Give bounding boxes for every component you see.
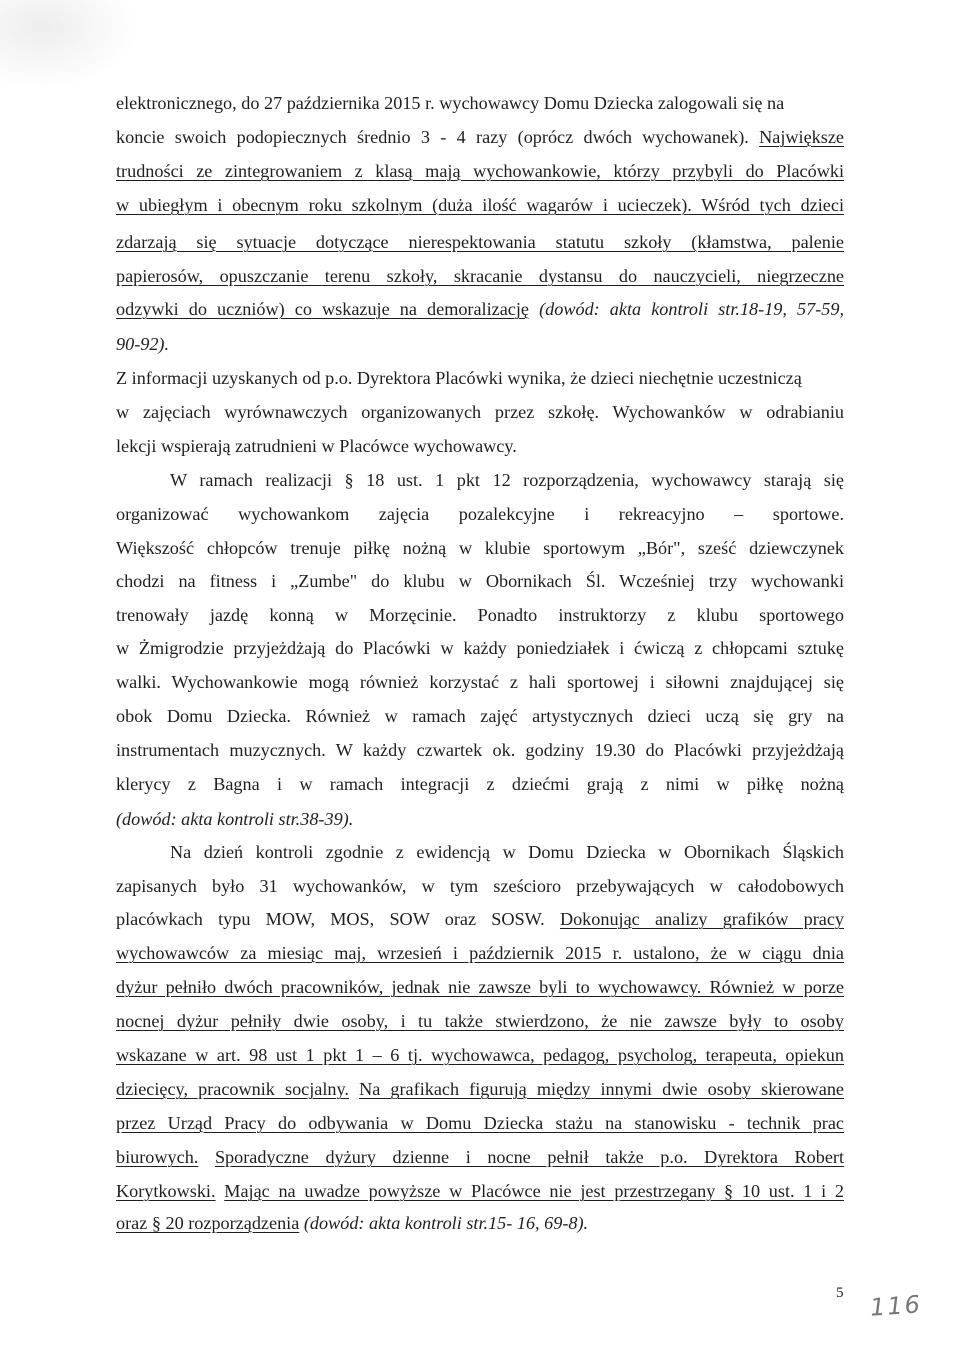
text-line	[116, 537, 844, 559]
text-line	[170, 469, 844, 491]
text-line	[116, 671, 844, 693]
line-text: Wśród tych dzieci	[691, 195, 845, 215]
line-text: w zajęciach wyrównawczych organizowanych przez szkołę. Wychowanków w odrabianiu	[116, 402, 844, 422]
text-line	[116, 908, 844, 930]
citation-text: (dowód: akta kontroli str.18-19, 57-59,	[529, 299, 844, 319]
text-line	[116, 942, 844, 964]
line-text: lekcji wspierają zatrudnieni w Placówce wychowawcy.	[116, 436, 517, 456]
line-text	[216, 1181, 225, 1201]
line-text: dziecięcy, pracownik socjalny.	[116, 1079, 349, 1099]
line-text: instrumentach muzycznych. W każdy czwartek ok. godziny 19.30 do Placówki przyjeżdżają	[116, 740, 844, 760]
line-text: obok Domu Dziecka. Również w ramach zajęć artystycznych dzieci uczą się gry na	[116, 706, 844, 726]
line-text: przez Urząd Pracy do odbywania w Domu Dziecka stażu na stanowisku - technik prac	[116, 1113, 844, 1133]
line-text: dyżur pełniło dwóch pracowników, jednak nie zawsze byli to wychowawcy. Również w porze	[116, 977, 844, 997]
text-line	[116, 1112, 844, 1134]
text-line	[116, 875, 844, 897]
text-line	[116, 194, 844, 216]
line-text: placówkach typu MOW, MOS, SOW oraz SOSW.	[116, 909, 560, 929]
line-text: zapisanych było 31 wychowanków, w tym sześcioro przebywających w całodobowych	[116, 876, 844, 896]
line-text: oraz § 20 rozporządzenia	[116, 1213, 300, 1233]
line-text: papierosów, opuszczanie terenu szkoły, skracanie dystansu do nauczycieli, niegrzeczne	[116, 266, 844, 286]
line-text: w Żmigrodzie przyjeżdżają do Placówki w każdy poniedziałek i ćwiczą z chłopcami sztukę	[116, 638, 844, 658]
text-line	[116, 401, 844, 423]
line-text: odzywki do uczniów) co wskazuje na demoralizację	[116, 299, 530, 319]
line-text: elektronicznego, do 27 października 2015 r. wychowawcy Domu Dziecka zalogowali się na	[116, 93, 785, 113]
text-line	[116, 739, 844, 761]
line-text: Największe	[759, 127, 844, 147]
text-line	[116, 1044, 844, 1066]
text-line	[116, 1146, 844, 1168]
text-line	[116, 604, 844, 626]
line-text: Na grafikach figurują między innymi dwie osoby skierowane	[359, 1079, 844, 1099]
text-line	[116, 773, 844, 795]
line-text	[198, 1147, 215, 1167]
text-line	[116, 298, 844, 320]
line-text: wskazane w art. 98 ust 1 pkt 1 – 6 tj. wychowawca, pedagog, psycholog, terapeuta, opiekun	[116, 1045, 844, 1065]
text-line	[116, 1212, 844, 1234]
line-text: Większość chłopców trenuje piłkę nożną w klubie sportowym „Bór", sześć dziewczynek	[116, 538, 844, 558]
text-line	[116, 1078, 844, 1100]
line-text: organizować wychowankom zajęcia pozalekcyjne i rekreacyjno – sportowe.	[116, 504, 844, 524]
line-text: Z informacji uzyskanych od p.o. Dyrektora Placówki wynika, że dzieci niechętnie uczestniczą	[116, 368, 802, 388]
text-line	[116, 92, 844, 114]
text-line	[116, 637, 844, 659]
line-text: biurowych.	[116, 1147, 199, 1167]
line-text: klerycy z Bagna i w ramach integracji z dziećmi grają z nimi w piłkę nożną	[116, 774, 844, 794]
line-text: Dokonując analizy grafików pracy	[559, 909, 844, 929]
line-text: w ubiegłym i obecnym roku szkolnym (duża ilość wagarów i ucieczek).	[116, 195, 692, 215]
text-line	[116, 333, 844, 355]
text-line	[116, 126, 844, 148]
text-line	[116, 435, 844, 457]
text-line	[116, 976, 844, 998]
text-line	[116, 570, 844, 592]
text-line	[116, 503, 844, 525]
text-line	[116, 367, 844, 389]
text-line	[116, 265, 844, 287]
line-text: Korytkowski.	[116, 1181, 216, 1201]
line-text: W ramach realizacji § 18 ust. 1 pkt 12 rozporządzenia, wychowawcy starają się	[170, 470, 844, 490]
handwritten-page-number: 116	[869, 1290, 923, 1322]
text-line	[170, 841, 844, 863]
text-line	[116, 1180, 844, 1202]
line-text: trenowały jazdę konną w Morzęcinie. Ponadto instruktorzy z klubu sportowego	[116, 605, 844, 625]
text-line	[116, 1010, 844, 1032]
line-text: chodzi na fitness i „Zumbe" do klubu w Obornikach Śl. Wcześniej trzy wychowanki	[116, 571, 844, 591]
line-text: Sporadyczne dyżury dzienne i nocne pełnił także p.o. Dyrektora Robert	[214, 1147, 844, 1167]
citation-text: (dowód: akta kontroli str.15- 16, 69-8).	[299, 1213, 589, 1233]
line-text: walki. Wychowankowie mogą również korzystać z hali sportowej i siłowni znajdującej się	[116, 672, 844, 692]
text-line	[116, 705, 844, 727]
text-line	[116, 808, 844, 830]
page-number: 5	[836, 1285, 844, 1301]
citation-text: (dowód: akta kontroli str.38-39).	[116, 809, 354, 829]
line-text: koncie swoich podopiecznych średnio 3 - 4 razy (oprócz dwóch wychowanek).	[116, 127, 760, 147]
line-text: trudności ze zintegrowaniem z klasą mają wychowankowie, którzy przybyli do Placówki	[116, 161, 844, 181]
line-text	[349, 1079, 359, 1099]
citation-text: 90-92).	[116, 334, 170, 354]
paper-blot	[0, 0, 140, 90]
line-text: wychowawców za miesiąc maj, wrzesień i październik 2015 r. ustalono, że w ciągu dnia	[116, 943, 844, 963]
line-text: nocnej dyżur pełniły dwie osoby, i tu także stwierdzono, że nie zawsze były to osoby	[116, 1011, 844, 1031]
text-line	[116, 231, 844, 253]
line-text: Mając na uwadze powyższe w Placówce nie jest przestrzegany § 10 ust. 1 i 2	[224, 1181, 845, 1201]
line-text: Na dzień kontroli zgodnie z ewidencją w Domu Dziecka w Obornikach Śląskich	[170, 842, 844, 862]
text-line	[116, 160, 844, 182]
line-text: zdarzają się sytuacje dotyczące nierespektowania statutu szkoły (kłamstwa, palenie	[116, 232, 844, 252]
